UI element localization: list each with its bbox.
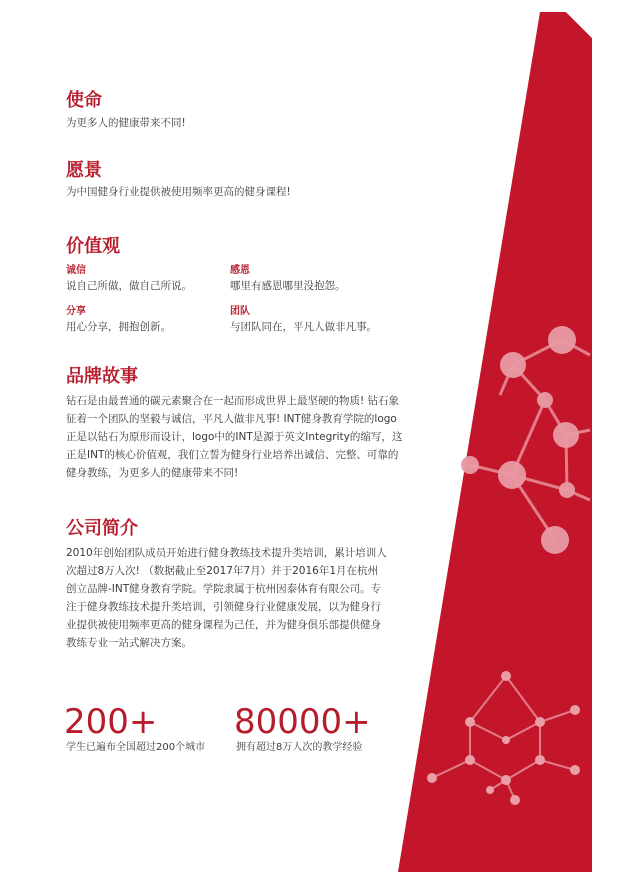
brand-story-line: 健身教练，为更多人的健康带来不同! <box>66 467 239 479</box>
company-intro-line: 业提供被使用频率更高的健身课程为己任，并为健身俱乐部提供健身 <box>66 619 381 631</box>
value-text-team: 与团队同在，平凡人做非凡事。 <box>230 321 377 333</box>
brand-story-title: 品牌故事 <box>66 366 138 387</box>
stat-cities-number: 200+ <box>64 702 158 742</box>
brand-story-paragraph <box>66 392 402 482</box>
company-intro-line: 次超过8万人次! （数据截止至2017年7月）并于2016年1月在杭州 <box>66 565 379 577</box>
value-label-integrity: 诚信 <box>66 265 86 276</box>
mission-text: 为更多人的健康带来不同! <box>66 117 186 129</box>
company-intro-paragraph <box>66 544 387 652</box>
stat-trainees-number: 80000+ <box>234 702 371 742</box>
company-intro-line: 注于健身教练技术提升类培训，引领健身行业健康发展，以为健身行 <box>66 601 381 613</box>
company-intro-line: 教练专业一站式解决方案。 <box>66 637 192 649</box>
company-intro-line: 2010年创始团队成员开始进行健身教练技术提升类培训，累计培训人 <box>66 547 387 559</box>
value-label-team: 团队 <box>230 306 250 317</box>
values-title: 价值观 <box>66 236 120 257</box>
company-intro-title: 公司简介 <box>66 518 138 539</box>
value-text-sharing: 用心分享，拥抱创新。 <box>66 321 171 333</box>
value-label-gratitude: 感恩 <box>230 265 250 276</box>
value-text-integrity: 说自己所做，做自己所说。 <box>66 280 192 292</box>
vision-text: 为中国健身行业提供被使用频率更高的健身课程! <box>66 186 291 198</box>
brand-story-line: 征着一个团队的坚毅与诚信，平凡人做非凡事! INT健身教育学院的logo <box>66 413 397 425</box>
mission-title: 使命 <box>66 90 102 111</box>
brand-story-line: 正是以钻石为原形而设计，logo中的INT是源于英文Integrity的缩写，这 <box>66 431 403 443</box>
stat-trainees-caption: 拥有超过8万人次的教学经验 <box>236 742 363 753</box>
company-intro-line: 创立品牌-INT健身教育学院。学院隶属于杭州因泰体育有限公司。专 <box>66 583 382 595</box>
stat-cities-caption: 学生已遍布全国超过200个城市 <box>66 742 206 753</box>
brand-story-line: 正是INT的核心价值观，我们立誓为健身行业培养出诚信、完整、可靠的 <box>66 449 399 461</box>
vision-title: 愿景 <box>66 160 102 181</box>
value-text-gratitude: 哪里有感恩哪里没抱怨。 <box>230 280 346 292</box>
value-label-sharing: 分享 <box>66 306 86 317</box>
brand-story-line: 钻石是由最普通的碳元素聚合在一起而形成世界上最坚硬的物质! 钻石象 <box>66 395 400 407</box>
